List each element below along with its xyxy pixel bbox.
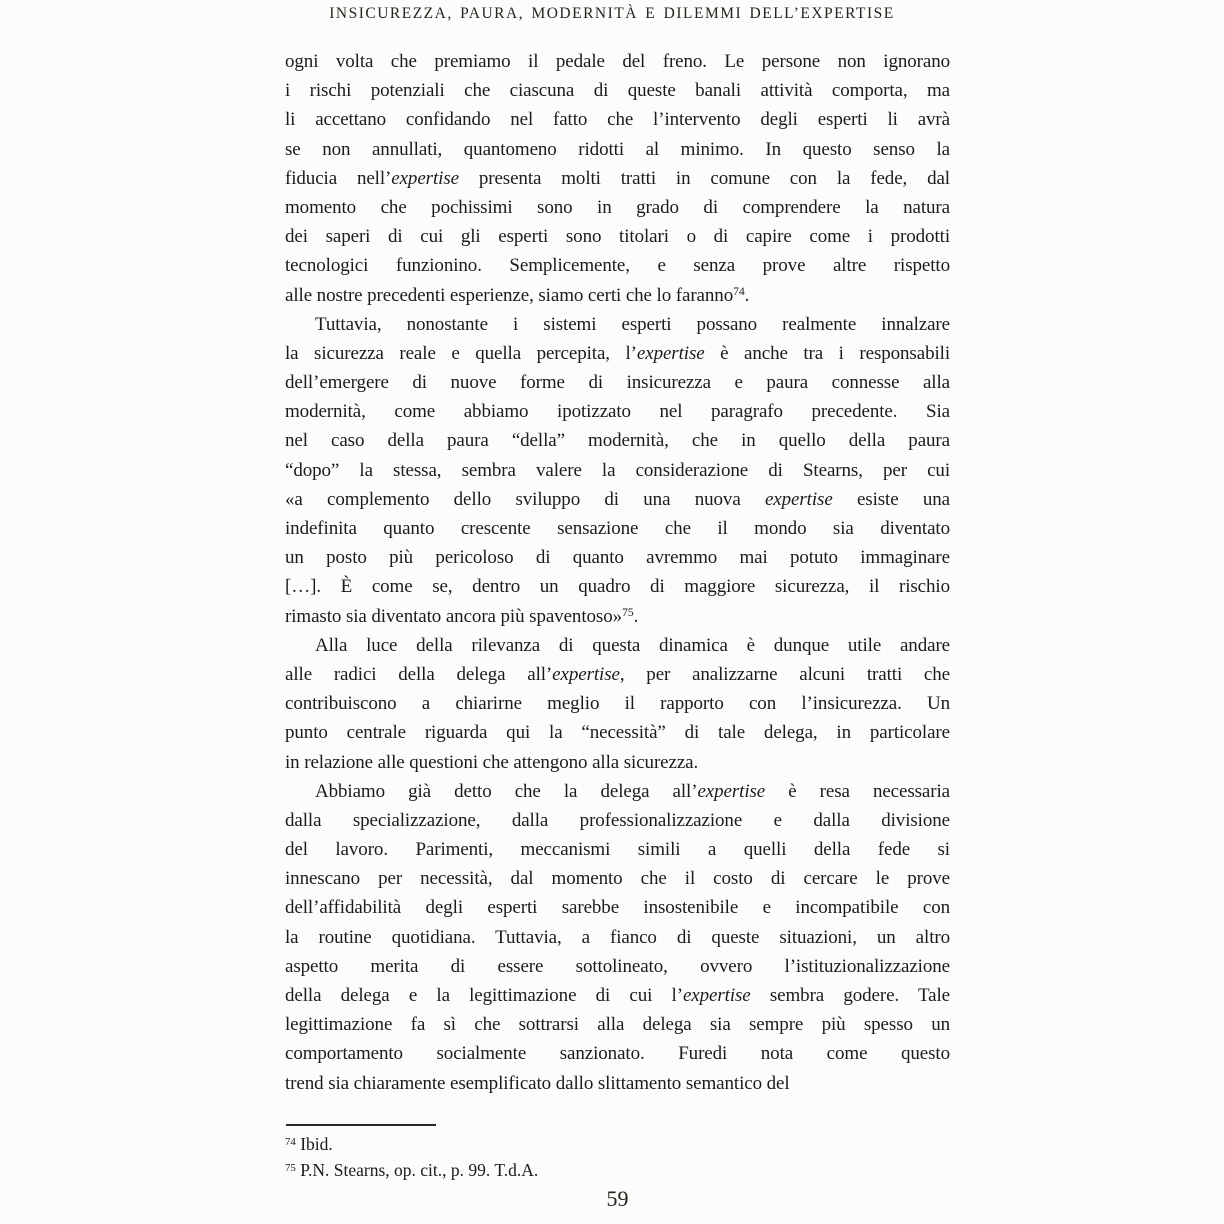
text-run: Alla luce della rilevanza di questa dinamica è dunque utile andare [315, 634, 950, 656]
text-run: , per analizzarne alcuni tratti che [619, 663, 950, 685]
text-line [285, 893, 950, 922]
text-line [285, 806, 950, 835]
text-line [285, 47, 950, 76]
italic-run: expertise [636, 342, 705, 364]
page-number: 59 [606, 1186, 629, 1211]
text-run: se non annullati, quantomeno ridotti al minimo. In questo senso la [285, 138, 950, 160]
text-run: “dopo” la stessa, sembra valere la considerazione di Stearns, per cui [285, 459, 950, 481]
text-run: esiste una [832, 488, 951, 510]
text-run: legittimazione fa sì che sottrarsi alla delega sia sempre più spesso un [285, 1014, 950, 1036]
text-run: è anche tra i responsabili [704, 342, 951, 364]
italic-run: expertise [552, 663, 620, 685]
italic-run: expertise [682, 985, 751, 1006]
text-line [285, 397, 950, 426]
text-line [285, 193, 950, 222]
text-line [285, 485, 950, 514]
text-run: fiducia nell’ [285, 167, 392, 189]
text-line [285, 1039, 950, 1068]
text-run: alle radici della delega all’ [285, 663, 553, 685]
footnote-ref: 75 [622, 606, 634, 620]
text-run: Tuttavia, nonostante i sistemi esperti possano realmente innalzare [315, 313, 950, 335]
text-line [285, 602, 950, 631]
text-line [285, 310, 950, 339]
text-run: tecnologici funzionino. Semplicemente, e senza prove altre rispetto [285, 255, 950, 277]
footnotes [285, 1132, 950, 1183]
text-run: presenta molti tratti in comune con la fede, dal [458, 167, 950, 189]
footnote [285, 1158, 950, 1184]
text-line [285, 718, 950, 747]
text-run: comportamento socialmente sanzionato. Furedi nota come questo [285, 1043, 950, 1065]
text-line [285, 835, 950, 864]
text-run: è resa necessaria [765, 780, 950, 802]
text-run: punto centrale riguarda qui la “necessità” di tale delega, in particolare [285, 722, 950, 744]
text-run: «a complemento dello sviluppo di una nuova [285, 488, 765, 510]
text-run: nel caso della paura “della” modernità, che in quello della paura [285, 430, 950, 452]
footnote-text: Ibid. [295, 1134, 333, 1154]
text-run: li accettano confidando nel fatto che l’intervento degli esperti li avrà [285, 109, 950, 131]
text-run: del lavoro. Parimenti, meccanismi simili a quelli della fede si [285, 839, 950, 861]
text-run: momento che pochissimi sono in grado di comprendere la natura [285, 196, 950, 218]
text-run: aspetto merita di essere sottolineato, ovvero l’istituzionalizzazione [285, 955, 950, 977]
text-line [285, 368, 950, 397]
footnote-ref: 74 [733, 285, 745, 299]
text-run: dalla specializzazione, dalla professionalizzazione e dalla divisione [285, 809, 950, 831]
text-run: indefinita quanto crescente sensazione che il mondo sia diventato [285, 518, 950, 539]
text-line [285, 952, 950, 981]
text-run: trend sia chiaramente esemplificato dallo slittamento semantico del [285, 1072, 790, 1094]
text-line [285, 222, 950, 251]
footnote-marker: 75 [285, 1161, 296, 1174]
text-line [285, 76, 950, 105]
text-run: ogni volta che premiamo il pedale del freno. Le persone non ignorano [285, 51, 950, 72]
text-line [285, 1010, 950, 1039]
text-run: […]. È come se, dentro un quadro di maggiore sicurezza, il rischio [285, 576, 950, 598]
text-run: dei saperi di cui gli esperti sono titolari o di capire come i prodotti [285, 226, 950, 248]
text-run: alle nostre precedenti esperienze, siamo certi che lo faranno [285, 284, 734, 306]
text-run: innescano per necessità, dal momento che il costo di cercare le prove [285, 868, 950, 890]
text-run: . [744, 284, 750, 306]
text-line [285, 923, 950, 952]
text-run: modernità, come abbiamo ipotizzato nel paragrafo precedente. Sia [285, 401, 950, 423]
footnote-marker: 74 [285, 1136, 296, 1149]
text-line [285, 164, 950, 193]
text-run: dell’affidabilità degli esperti sarebbe insostenibile e incompatibile con [285, 897, 950, 919]
text-run: i rischi potenziali che ciascuna di queste banali attività comporta, ma [285, 80, 950, 102]
text-line [285, 1069, 950, 1098]
text-run: la sicurezza reale e quella percepita, l’ [285, 342, 637, 364]
text-line [285, 339, 950, 368]
text-line [285, 981, 950, 1010]
text-run: . [633, 605, 639, 627]
text-run: Abbiamo già detto che la delega all’ [315, 780, 698, 802]
text-run: un posto più pericoloso di quanto avremmo mai potuto immaginare [285, 547, 950, 569]
text-line [285, 135, 950, 164]
text-line [285, 543, 950, 572]
italic-run: expertise [764, 488, 833, 510]
italic-run: expertise [697, 780, 766, 802]
text-line [285, 660, 950, 689]
text-run: la routine quotidiana. Tuttavia, a fianco di queste situazioni, un altro [285, 926, 950, 948]
text-line [285, 572, 950, 601]
text-run: della delega e la legittimazione di cui l’ [285, 985, 683, 1006]
footnote-text: P.N. Stearns, op. cit., p. 99. T.d.A. [295, 1159, 539, 1180]
text-line [285, 281, 950, 310]
body-text [285, 47, 950, 1098]
text-line [285, 514, 950, 543]
running-head: INSICUREZZA, PAURA, MODERNITÀ E DILEMMI DELL’EXPERTISE [329, 5, 895, 22]
text-line [285, 689, 950, 718]
text-run: rimasto sia diventato ancora più spaventoso» [285, 605, 622, 627]
text-line [285, 748, 950, 777]
text-line [285, 426, 950, 455]
text-line [285, 777, 950, 806]
italic-run: expertise [391, 167, 459, 189]
text-line [285, 864, 950, 893]
text-run: in relazione alle questioni che attengono alla sicurezza. [285, 751, 699, 773]
text-run: dell’emergere di nuove forme di insicurezza e paura connesse alla [285, 372, 950, 394]
text-line [285, 631, 950, 660]
footnote-separator [286, 1124, 436, 1126]
text-run: contribuiscono a chiarirne meglio il rapporto con l’insicurezza. Un [285, 693, 950, 715]
text-line [285, 251, 950, 280]
text-run: sembra godere. Tale [750, 985, 950, 1006]
text-line [285, 456, 950, 485]
footnote [285, 1132, 950, 1158]
text-line [285, 105, 950, 134]
